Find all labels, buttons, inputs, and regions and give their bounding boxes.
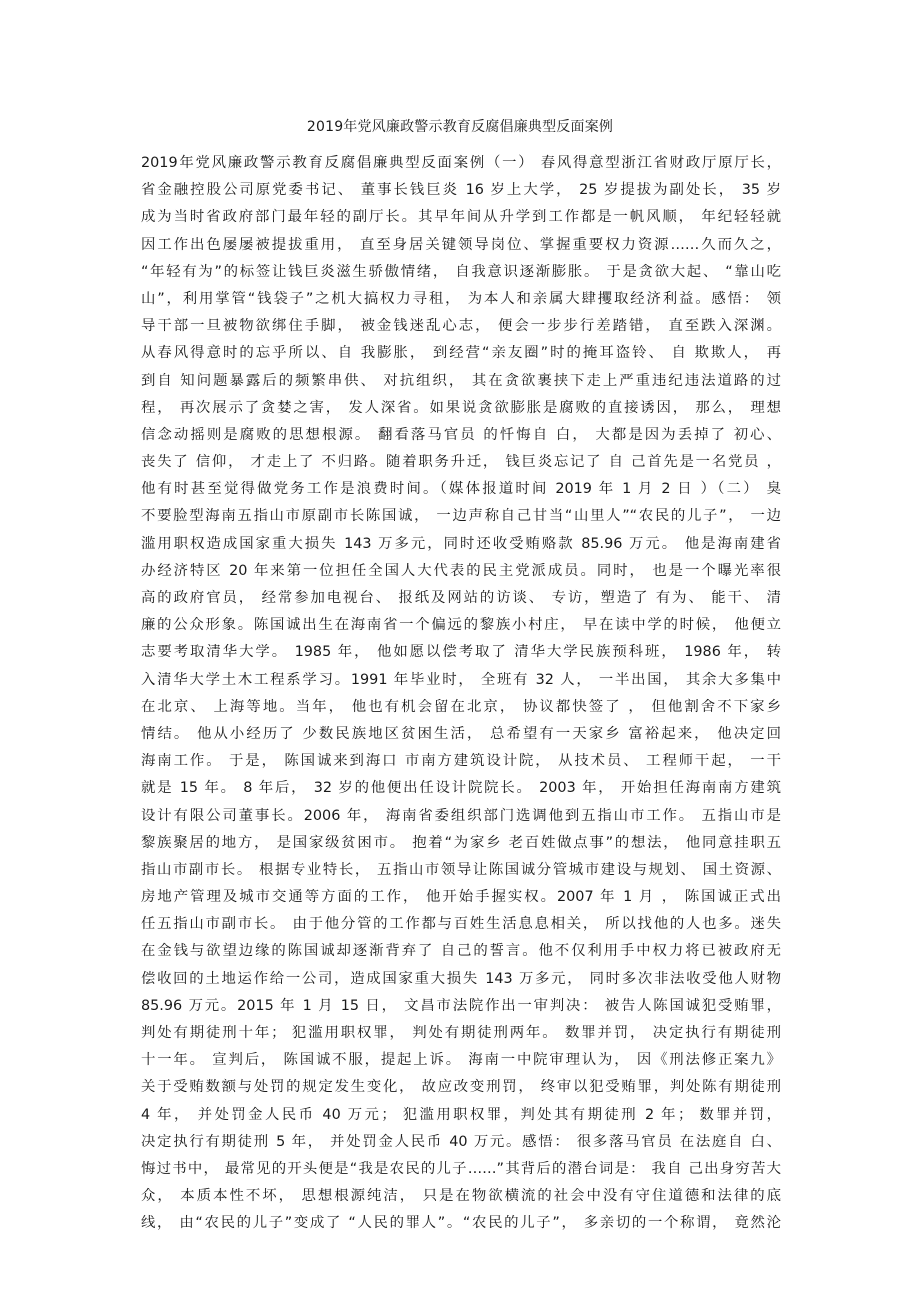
body-text-line: 众， 本质本性不坏， 思想根源纯洁， 只是在物欲横流的社会中没有守住道德和法律的底 <box>141 1188 781 1205</box>
body-text-line: 廉的公众形象。陈国诚出生在海南省一个偏远的黎族小村庄， 早在读中学的时候， 他便立 <box>141 617 781 634</box>
body-text-line: 办经济特区 20 年来第一位担任全国人大代表的民主党派成员。同时， 也是一个曝光率很 <box>141 562 781 579</box>
body-text-line: 悔过书中， 最常见的开头便是“我是农民的儿子……”其背后的潜台词是： 我自 己出身穷苦大 <box>141 1160 781 1177</box>
body-text-line: 滥用职权造成国家重大损失 143 万多元，同时还收受贿赂款 85.96 万元。 他是海南建省 <box>141 535 781 552</box>
body-text-line: 2019年党风廉政警示教育反腐倡廉典型反面案例（一） 春风得意型浙江省财政厅原厅长， <box>141 155 781 171</box>
body-text-line: 关于受贿数额与处罚的规定发生变化， 故应改变刑罚， 终审以犯受贿罪，判处陈有期徒刑 <box>141 1079 781 1096</box>
body-text-line: 偿收回的土地运作给一公司，造成国家重大损失 143 万多元， 同时多次非法收受他人财物 <box>141 970 781 987</box>
body-text-line: 就是 15 年。 8 年后， 32 岁的他便出任设计院院长。 2003 年， 开始担任海南南方建筑 <box>141 780 781 797</box>
body-text-line: 指山市副市长。 根据专业特长， 五指山市领导让陈国诚分管城市建设与规划、 国土资源、 <box>141 861 781 878</box>
body-text-line: 不要脸型海南五指山市原副市长陈国诚， 一边声称自己甘当“山里人”“农民的儿子”， 一边 <box>141 508 781 525</box>
body-text-line: 信念动摇则是腐败的思想根源。 翻看落马官员 的忏悔自 白， 大都是因为丢掉了 初心、 <box>141 426 781 443</box>
body-text-line: 志要考取清华大学。 1985 年， 他如愿以偿考取了 清华大学民族预科班， 1986 年， 转 <box>141 644 781 661</box>
body-text-line: 房地产管理及城市交通等方面的工作， 他开始手握实权。2007 年 1 月 ， 陈国诚正式出 <box>141 889 781 906</box>
body-text-line: 省金融控股公司原党委书记、 董事长钱巨炎 16 岁上大学， 25 岁提拔为副处长， 35 岁 <box>141 182 781 199</box>
body-text-line: 在金钱与欲望边缘的陈国诚却逐渐背弃了 自己的誓言。他不仅利用手中权力将已被政府无 <box>141 943 781 960</box>
body-text-line: 高的政府官员， 经常参加电视台、 报纸及网站的访谈、 专访，塑造了 有为、 能干、 清 <box>141 590 781 606</box>
body-text-line: 设计有限公司董事长。2006 年， 海南省委组织部门选调他到五指山市工作。 五指山市是 <box>141 807 781 824</box>
body-text-line: 程， 再次展示了贪婪之害， 发人深省。如果说贪欲膨胀是腐败的直接诱因， 那么， 理想 <box>141 399 781 416</box>
body-text-line: 85.96 万元。2015 年 1 月 15 日， 文昌市法院作出一审判决： 被告人陈国诚犯受贿罪， <box>141 997 781 1014</box>
body-text-line: 海南工作。 于是， 陈国诚来到海口 市南方建筑设计院， 从技术员、 工程师干起， 一干 <box>141 753 781 770</box>
body-text-line: 黎族聚居的地方， 是国家级贫困市。 抱着“为家乡 老百姓做点事”的想法， 他同意挂职五 <box>141 834 781 851</box>
body-text-line: “年轻有为”的标签让钱巨炎滋生骄傲情绪， 自我意识逐渐膨胀。 于是贪欲大起、 “靠山吃 <box>141 263 781 280</box>
body-text-line: 丧失了 信仰， 才走上了 不归路。随着职务升迁， 钱巨炎忘记了 自 己首先是一名党员 ， <box>141 454 781 471</box>
body-text-line: 任五指山市副市长。 由于他分管的工作都与百姓生活息息相关， 所以找他的人也多。迷失 <box>141 916 781 933</box>
body-text-line: 从春风得意时的忘乎所以、自 我膨胀， 到经营“亲友圈”时的掩耳盗铃、 自 欺欺人， 再 <box>141 345 781 362</box>
body-text-line: 4 年， 并处罚金人民币 40 万元； 犯滥用职权罪，判处其有期徒刑 2 年； 数罪并罚， <box>141 1106 781 1123</box>
document-body <box>141 150 781 1238</box>
body-text-line: 情结。 他从小经历了 少数民族地区贫困生活， 总希望有一天家乡 富裕起来， 他决定回 <box>141 725 781 742</box>
body-text-line: 十一年。 宣判后， 陈国诚不服，提起上诉。 海南一中院审理认为， 因《刑法修正案九》 <box>141 1052 781 1069</box>
body-text-line: 到自 知问题暴露后的频繁串供、 对抗组织， 其在贪欲裹挟下走上严重违纪违法道路的过 <box>141 372 781 389</box>
body-text-line: 线， 由“农民的儿子”变成了 “人民的罪人”。“农民的儿子”， 多亲切的一个称谓， 竟然沦 <box>141 1215 781 1232</box>
body-text-line: 导干部一旦被物欲绑住手脚， 被金钱迷乱心志， 便会一步步行差踏错， 直至跌入深渊。 <box>141 318 781 335</box>
document-title: 2019年党风廉政警示教育反腐倡廉典型反面案例 <box>306 119 614 135</box>
body-text-line: 他有时甚至觉得做党务工作是浪费时间。（媒体报道时间 2019 年 1 月 2 日 ）（二） 臭 <box>141 481 781 498</box>
body-text-line: 成为当时省政府部门最年轻的副厅长。其早年间从升学到工作都是一帆风顺， 年纪轻轻就 <box>141 209 781 226</box>
body-text-line: 山”，利用掌管“钱袋子”之机大搞权力寻租， 为本人和亲属大肆攫取经济利益。感悟： 领 <box>141 290 781 307</box>
body-text-line: 判处有期徒刑十年； 犯滥用职权罪， 判处有期徒刑两年。 数罪并罚， 决定执行有期徒刑 <box>141 1025 781 1041</box>
body-text-line: 决定执行有期徒刑 5 年， 并处罚金人民币 40 万元。感悟： 很多落马官员 在法庭自 白、 <box>141 1133 781 1150</box>
body-text-line: 因工作出色屡屡被提拔重用， 直至身居关键领导岗位、掌握重要权力资源……久而久之， <box>141 236 781 253</box>
body-text-line: 入清华大学土木工程系学习。1991 年毕业时， 全班有 32 人， 一半出国， 其余大多集中 <box>141 671 781 688</box>
body-text-line: 在北京、 上海等地。当年， 他也有机会留在北京， 协议都快签了 ， 但他割舍不下家乡 <box>141 698 781 715</box>
